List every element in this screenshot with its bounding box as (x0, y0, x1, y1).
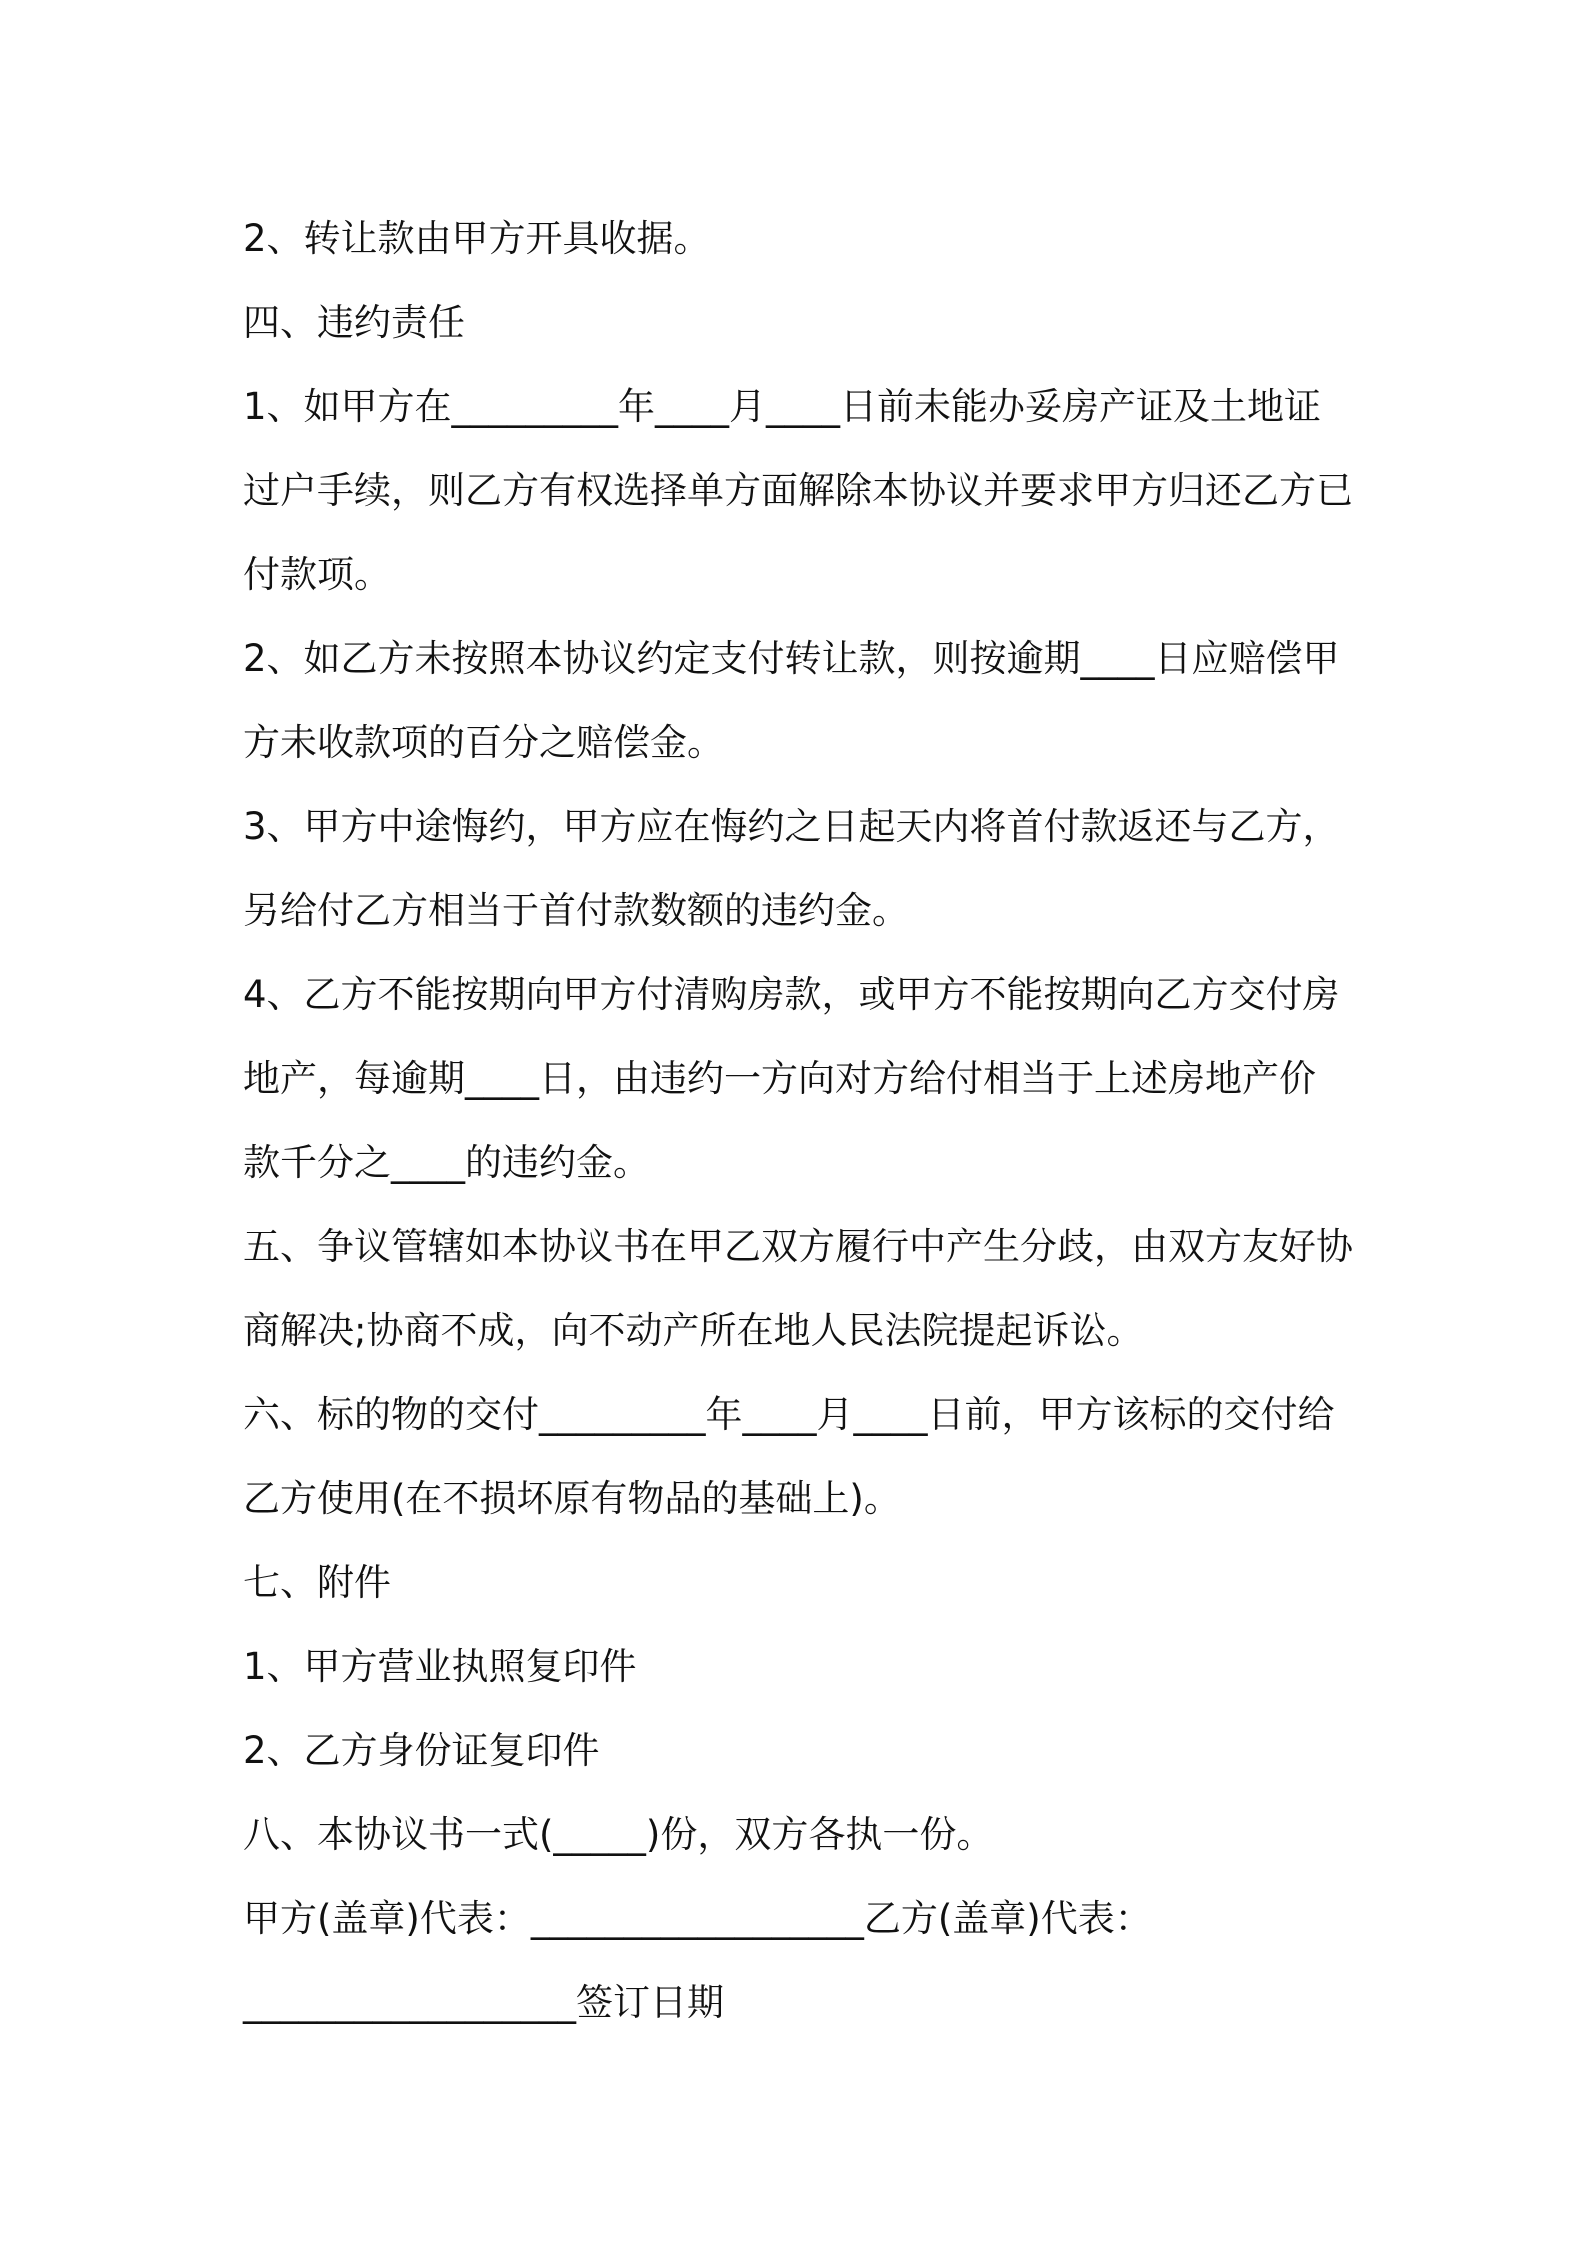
breach-clause-1-line-2: 过户手续，则乙方有权选择单方面解除本协议并要求甲方归还乙方已 (243, 469, 1353, 512)
delivery-clause-line-1: 六、标的物的交付_________年____月____日前，甲方该标的交付给 (243, 1393, 1335, 1436)
attachment-item-2: 2、乙方身份证复印件 (243, 1729, 600, 1772)
copies-clause: 八、本协议书一式(_____)份，双方各执一份。 (243, 1813, 994, 1856)
dispute-jurisdiction-line-1: 五、争议管辖如本协议书在甲乙双方履行中产生分歧，由双方友好协 (243, 1225, 1353, 1268)
breach-clause-1-line-3: 付款项。 (243, 553, 391, 596)
breach-clause-4-line-1: 4、乙方不能按期向甲方付清购房款，或甲方不能按期向乙方交付房 (243, 973, 1340, 1016)
signature-line-date: __________________签订日期 (243, 1981, 724, 2024)
breach-clause-1-line-1: 1、如甲方在_________年____月____日前未能办妥房产证及土地证 (243, 385, 1322, 428)
breach-clause-3-line-1: 3、甲方中途悔约，甲方应在悔约之日起天内将首付款返还与乙方， (243, 805, 1340, 848)
signature-line-representatives: 甲方(盖章)代表：__________________乙方(盖章)代表： (243, 1897, 1152, 1940)
section-heading-breach-liability: 四、违约责任 (243, 301, 465, 344)
payment-receipt-clause: 2、转让款由甲方开具收据。 (243, 217, 711, 260)
attachment-item-1: 1、甲方营业执照复印件 (243, 1645, 637, 1688)
dispute-jurisdiction-line-2: 商解决;协商不成，向不动产所在地人民法院提起诉讼。 (243, 1309, 1144, 1352)
delivery-clause-line-2: 乙方使用(在不损坏原有物品的基础上)。 (243, 1477, 901, 1520)
section-heading-attachments: 七、附件 (243, 1561, 391, 1604)
breach-clause-4-line-2: 地产，每逾期____日，由违约一方向对方给付相当于上述房地产价 (243, 1057, 1316, 1100)
breach-clause-2-line-2: 方未收款项的百分之赔偿金。 (243, 721, 724, 764)
breach-clause-4-line-3: 款千分之____的违约金。 (243, 1141, 650, 1184)
document-body (243, 197, 1363, 2045)
breach-clause-2-line-1: 2、如乙方未按照本协议约定支付转让款，则按逾期____日应赔偿甲 (243, 637, 1340, 680)
breach-clause-3-line-2: 另给付乙方相当于首付款数额的违约金。 (243, 889, 909, 932)
